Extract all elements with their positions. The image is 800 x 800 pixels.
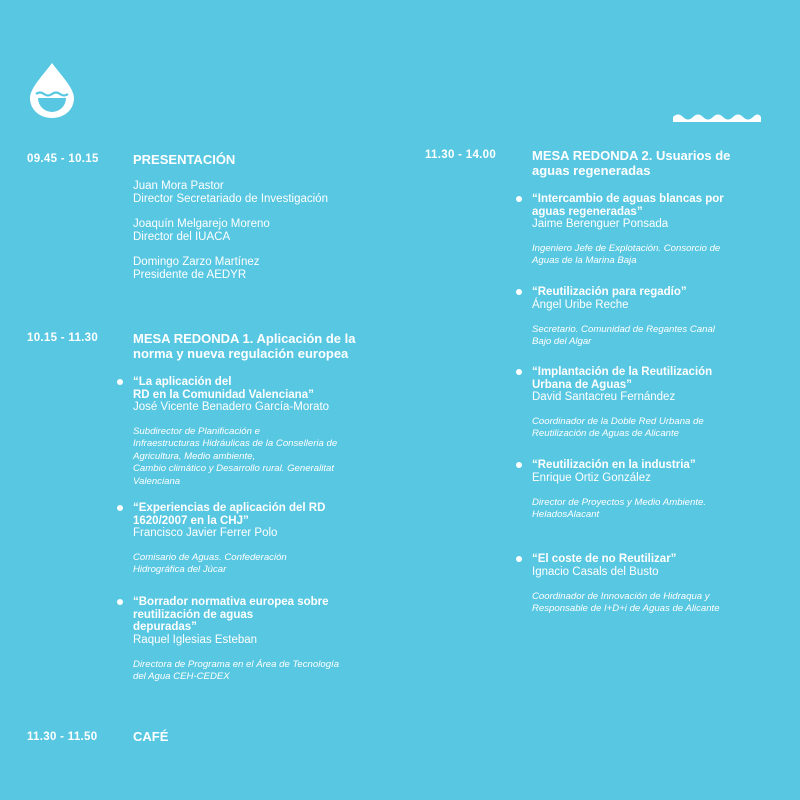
talk-role [133,426,403,488]
bullet-icon [516,196,522,202]
talk-title-line: Urbana de Aguas” [532,378,632,391]
talk-speaker: Enrique Ortiz González [532,471,651,484]
talk-item [532,366,792,441]
talk-title-line: “El coste de no Reutilizar” [532,553,677,565]
talk-title-line: “Borrador normativa europea sobre [133,596,329,608]
mesa1-time: 10.15 - 11.30 [27,332,99,344]
talk-speaker: Raquel Iglesias Esteban [133,633,258,646]
talk-speaker: José Vicente Benadero García-Morato [133,401,330,413]
talk-item [532,286,792,348]
talk-speaker: Ángel Uribe Reche [532,298,629,311]
talk-title-line: “Reutilización para regadío” [532,286,687,298]
talk-title [532,459,792,472]
role-line: Secretario. Comunidad de Regantes Canal [532,323,715,335]
person-role: Presidente de AEDYR [133,269,247,281]
role-line: del Agua CEH-CEDEX [133,670,230,682]
person-name: Juan Mora Pastor [133,180,224,192]
role-line: Valenciana [133,475,181,487]
talk-speaker: David Santacreu Fernández [532,391,676,403]
role-line: Hidrográfica del Júcar [133,564,227,576]
bullet-icon [516,369,522,375]
role-line: Bajo del Algar [532,335,592,347]
mesa2-title [532,148,792,178]
talk-item [532,459,792,521]
role-line: Cambio climático y Desarrollo rural. Generalitat [133,463,335,475]
talk-title-line: reutilización de aguas [133,608,254,621]
person-name: Joaquín Melgarejo Moreno [133,218,270,230]
talk-role [133,552,403,577]
talk-title-line: “Intercambio de aguas blancas por [532,193,724,205]
talk-role [532,243,792,268]
presentation-title: PRESENTACIÓN [133,152,236,167]
bullet-icon [117,599,123,605]
talk-title [532,366,792,391]
bullet-icon [117,379,123,385]
role-line: HeladosAlacant [532,508,600,520]
talk-speaker: Ignacio Casals del Busto [532,565,659,578]
talk-title [133,376,403,401]
talk-title-line: “Reutilización en la industria” [532,459,696,471]
talk-title [133,596,403,634]
talk-title-line: 1620/2007 en la CHJ” [133,514,249,527]
talk-title [532,193,792,218]
talk-role [532,497,792,522]
presentation-people [133,180,393,294]
talk-title [532,286,792,299]
talk-title-line: depuradas” [133,621,197,633]
talk-speaker: Jaime Berenguer Ponsada [532,218,669,230]
talk-title-line: aguas regeneradas” [532,205,643,218]
mesa2-title-line: MESA REDONDA 2. Usuarios de [532,148,731,163]
talk-title-line: “Implantación de la Reutilización [532,366,713,378]
person-role: Director del IUACA [133,231,231,243]
cafe-title: CAFÉ [133,729,169,744]
talk-title-line: RD en la Comunidad Valenciana” [133,388,314,401]
bullet-icon [516,462,522,468]
talk-role [532,591,792,616]
role-line: Subdirector de Planificación e [133,426,260,437]
person [133,180,393,206]
role-line: Comisario de Aguas. Confederación [133,552,287,563]
cafe-time: 11.30 - 11.50 [27,731,98,743]
waves-icon [672,110,762,122]
talk-title [532,553,792,566]
presentation-time: 09.45 - 10.15 [27,153,99,165]
role-line: Directora de Programa en el Área de Tecnología [133,658,340,670]
talk-item [532,193,792,268]
person-role: Director Secretariado de Investigación [133,193,328,205]
talk-item [133,596,403,683]
role-line: Agricultura, Medio ambiente, [133,450,256,462]
person [133,218,393,244]
talk-speaker: Francisco Javier Ferrer Polo [133,527,278,539]
talk-item [133,376,403,488]
talk-role [532,416,792,441]
bullet-icon [516,556,522,562]
bullet-icon [516,289,522,295]
talk-item [532,553,792,615]
mesa2-time: 11.30 - 14.00 [425,149,497,161]
talk-role [532,324,792,349]
role-line: Ingeniero Jefe de Explotación. Consorcio de [532,243,721,254]
person [133,256,393,282]
mesa1-title-line: MESA REDONDA 1. Aplicación de la [133,331,356,346]
role-line: Coordinador de la Doble Red Urbana de [532,416,704,427]
talk-role [133,659,403,684]
mesa1-title-line: norma y nueva regulación europea [133,346,349,361]
talk-title-line: “La aplicación del [133,376,232,388]
talk-title-line: “Experiencias de aplicación del RD [133,502,326,514]
bullet-icon [117,505,123,511]
mesa2-title-line: aguas regeneradas [532,163,651,178]
mesa1-title [133,331,403,361]
water-drop-icon [26,60,78,120]
role-line: Responsable de I+D+i de Aguas de Alicante [532,602,720,614]
role-line: Director de Proyectos y Medio Ambiente. [532,496,707,508]
talk-title [133,502,403,527]
talk-item [133,502,403,577]
role-line: Aguas de la Marina Baja [532,255,637,267]
role-line: Reutilización de Aguas de Alicante [532,428,680,440]
role-line: Infraestructuras Hidráulicas de la Conselleria de [133,438,338,450]
person-name: Domingo Zarzo Martínez [133,256,260,268]
role-line: Coordinador de Innovación de Hidraqua y [532,590,710,602]
